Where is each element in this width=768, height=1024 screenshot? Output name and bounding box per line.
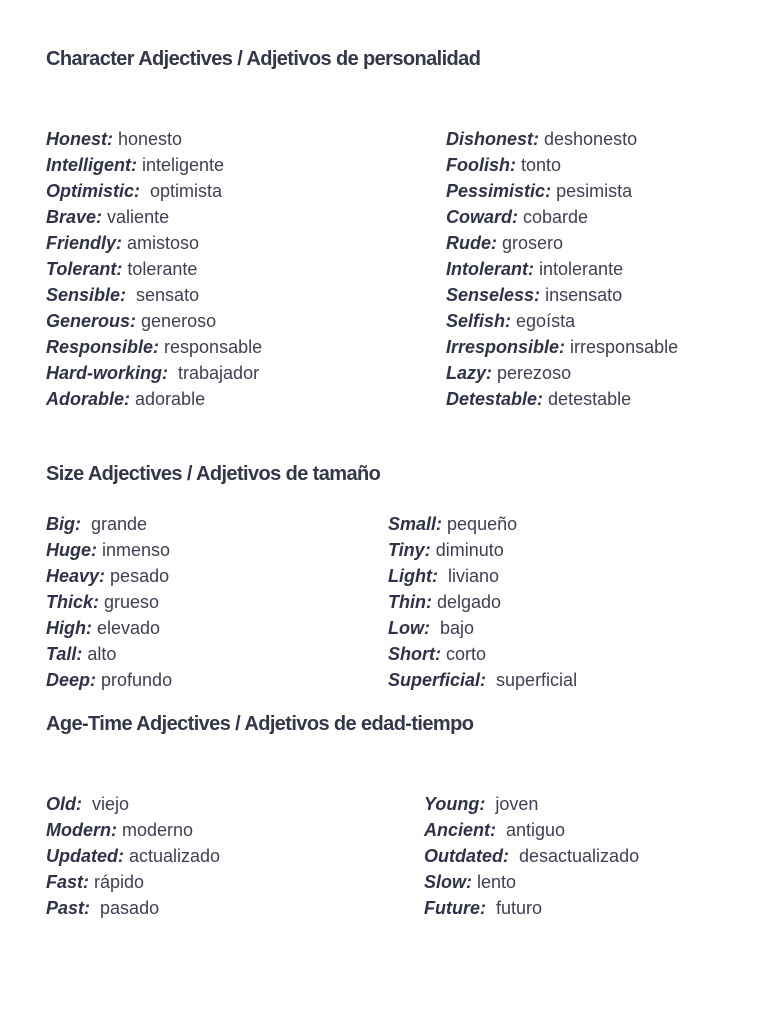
english-term: Low [388,618,424,638]
term-separator: : [491,233,502,253]
english-term: Huge [46,540,91,560]
section-title-character: Character Adjectives / Adjetivos de personalidad [46,48,481,70]
english-term: Modern [46,820,111,840]
term-separator: : [124,389,136,409]
english-term: Pessimistic [446,181,546,201]
english-term: Dishonest [446,129,534,149]
term-separator: : [134,181,151,201]
term-separator: : [91,540,102,560]
term-separator: : [533,129,545,149]
english-term: Young [424,794,480,814]
english-term: Senseless [446,285,535,305]
term-separator: : [466,872,478,892]
vocab-entry [424,869,639,895]
term-separator: : [505,311,517,331]
term-separator: : [130,311,142,331]
vocab-entry [424,817,639,843]
spanish-translation: joven [495,794,539,814]
spanish-translation: optimista [150,181,223,201]
spanish-translation: inteligente [142,155,225,175]
english-term: Adorable [46,389,125,409]
english-term: Tall [46,644,77,664]
vocab-entry [388,511,577,537]
spanish-translation: futuro [496,898,543,918]
term-separator: : [436,514,448,534]
english-term: Friendly [46,233,117,253]
english-term: Small [388,514,437,534]
spanish-translation: lento [477,872,517,892]
term-separator: : [424,618,440,638]
term-separator: : [96,207,108,227]
english-term: Detestable [446,389,538,409]
vocab-entry [46,308,262,334]
vocab-entry [388,589,577,615]
spanish-translation: liviano [447,566,500,586]
spanish-translation: grueso [104,592,160,612]
english-term: Tiny [388,540,425,560]
vocab-entry [388,667,577,693]
english-term: Responsible [46,337,154,357]
english-term: Tolerant [46,259,117,279]
spanish-translation: pesado [110,566,170,586]
term-separator: : [118,846,129,866]
english-term: Hard-working [46,363,163,383]
vocab-entry [46,895,220,921]
english-term: Intolerant [446,259,529,279]
spanish-translation: adorable [135,389,206,409]
spanish-translation: rápido [94,872,145,892]
spanish-translation: intolerante [539,259,624,279]
vocab-entry [446,178,678,204]
spanish-translation: diminuto [435,540,504,560]
english-term: Big [46,514,75,534]
spanish-translation: pequeño [447,514,518,534]
term-separator: : [162,363,179,383]
term-separator: : [86,618,97,638]
spanish-translation: responsable [164,337,263,357]
english-term: Past [46,898,85,918]
vocab-entry [46,152,262,178]
spanish-translation: deshonesto [544,129,638,149]
term-separator: : [503,846,519,866]
spanish-translation: elevado [97,618,161,638]
english-term: Lazy [446,363,487,383]
vocab-entry [388,615,577,641]
vocab-entry [46,360,262,386]
spanish-translation: irresponsable [570,337,679,357]
english-term: Rude [446,233,491,253]
vocab-entry [446,204,678,230]
vocab-entry [46,230,262,256]
vocab-entry [46,843,220,869]
term-separator: : [480,898,496,918]
size-adjectives-left-column [46,511,172,693]
spanish-translation: tonto [521,155,562,175]
vocab-entry [424,843,639,869]
term-separator: : [116,259,128,279]
spanish-translation: tolerante [127,259,198,279]
english-term: Light [388,566,432,586]
spanish-translation: cobarde [523,207,589,227]
spanish-translation: corto [446,644,487,664]
spanish-translation: viejo [92,794,130,814]
vocab-entry [46,126,262,152]
spanish-translation: bajo [440,618,475,638]
vocab-entry [46,537,172,563]
spanish-translation: amistoso [127,233,200,253]
spanish-translation: alto [87,644,117,664]
age-time-adjectives-right-column [424,791,639,921]
vocab-entry [446,282,678,308]
english-term: Short [388,644,435,664]
spanish-translation: honesto [118,129,183,149]
spanish-translation: moderno [122,820,194,840]
english-term: Generous [46,311,131,331]
section-title-size: Size Adjectives / Adjetivos de tamaño [46,463,381,485]
term-separator: : [537,389,549,409]
spanish-translation: sensato [136,285,200,305]
term-separator: : [435,644,446,664]
english-term: Thick [46,592,94,612]
vocab-entry [46,563,172,589]
vocab-entry [46,589,172,615]
vocab-entry [446,308,678,334]
term-separator: : [153,337,165,357]
term-separator: : [512,207,524,227]
term-separator: : [120,285,137,305]
english-term: Brave [46,207,97,227]
term-separator: : [84,898,101,918]
section-title-age-time: Age-Time Adjectives / Adjetivos de edad-tiempo [46,713,474,735]
spanish-translation: desactualizado [519,846,640,866]
vocab-entry [424,791,639,817]
english-term: Old [46,794,76,814]
term-separator: : [93,592,105,612]
spanish-translation: valiente [107,207,170,227]
english-term: Future [424,898,480,918]
term-separator: : [490,820,507,840]
spanish-translation: insensato [545,285,623,305]
spanish-translation: perezoso [497,363,572,383]
spanish-translation: antiguo [506,820,566,840]
term-separator: : [486,363,498,383]
term-separator: : [424,540,436,560]
vocab-entry [446,386,678,412]
term-separator: : [545,181,557,201]
term-separator: : [426,592,437,612]
english-term: Thin [388,592,426,612]
term-separator: : [75,514,91,534]
vocab-entry [46,256,262,282]
spanish-translation: detestable [548,389,632,409]
term-separator: : [90,670,102,690]
vocab-entry [388,641,577,667]
english-term: Heavy [46,566,100,586]
vocab-entry [46,386,262,412]
vocab-entry [46,204,262,230]
vocab-entry [446,360,678,386]
english-term: Fast [46,872,84,892]
vocab-entry [46,282,262,308]
term-separator: : [116,233,128,253]
size-adjectives-right-column [388,511,577,693]
vocab-entry [46,667,172,693]
term-separator: : [431,566,448,586]
term-separator: : [99,566,111,586]
vocab-entry [446,126,678,152]
vocab-entry [388,563,577,589]
vocab-entry [446,256,678,282]
english-term: Updated [46,846,118,866]
english-term: Optimistic [46,181,135,201]
term-separator: : [107,129,119,149]
spanish-translation: delgado [437,592,502,612]
english-term: Foolish [446,155,510,175]
term-separator: : [479,794,496,814]
spanish-translation: pasado [100,898,160,918]
english-term: Coward [446,207,513,227]
vocab-entry [446,230,678,256]
vocab-entry [46,334,262,360]
english-term: Irresponsible [446,337,560,357]
english-term: Honest [46,129,108,149]
vocab-entry [46,178,262,204]
english-term: Outdated [424,846,503,866]
spanish-translation: grande [91,514,148,534]
vocab-entry [424,895,639,921]
english-term: Selfish [446,311,506,331]
spanish-translation: actualizado [129,846,221,866]
english-term: Ancient [424,820,491,840]
spanish-translation: superficial [496,670,578,690]
term-separator: : [76,644,88,664]
vocab-entry [388,537,577,563]
vocab-entry [46,615,172,641]
term-separator: : [131,155,142,175]
term-separator: : [534,285,546,305]
term-separator: : [510,155,521,175]
character-adjectives-left-column [46,126,262,412]
english-term: High [46,618,86,638]
spanish-translation: profundo [101,670,173,690]
english-term: Intelligent [46,155,131,175]
character-adjectives-right-column [446,126,678,412]
spanish-translation: trabajador [178,363,260,383]
term-separator: : [111,820,122,840]
english-term: Deep [46,670,91,690]
vocab-entry [46,511,172,537]
spanish-translation: generoso [141,311,217,331]
term-separator: : [528,259,540,279]
english-term: Slow [424,872,467,892]
age-time-adjectives-left-column [46,791,220,921]
vocab-entry [446,152,678,178]
english-term: Sensible [46,285,121,305]
term-separator: : [559,337,571,357]
term-separator: : [480,670,497,690]
term-separator: : [83,872,95,892]
term-separator: : [76,794,92,814]
vocab-entry [446,334,678,360]
vocab-entry [46,817,220,843]
vocab-entry [46,791,220,817]
vocab-entry [46,869,220,895]
vocab-entry [46,641,172,667]
spanish-translation: inmenso [102,540,171,560]
spanish-translation: pesimista [556,181,633,201]
english-term: Superficial [388,670,481,690]
spanish-translation: egoísta [516,311,576,331]
spanish-translation: grosero [502,233,564,253]
